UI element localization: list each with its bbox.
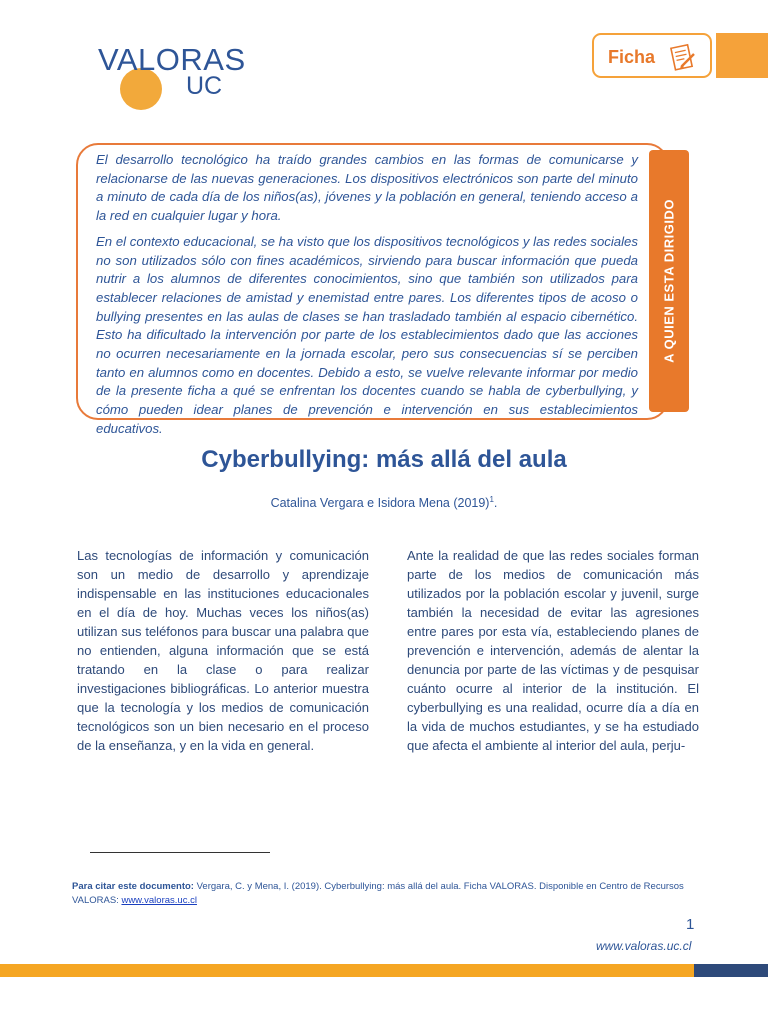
audience-label: A QUIEN ESTA DIRIGIDO xyxy=(661,199,677,363)
citation-label: Para citar este documento: xyxy=(72,881,194,892)
ficha-label: Ficha xyxy=(608,47,656,67)
footnote-divider xyxy=(90,852,270,853)
valoras-uc-logo xyxy=(98,38,248,104)
website-footer: www.valoras.uc.cl xyxy=(596,939,692,953)
authors-line xyxy=(0,495,768,510)
logo-word: VALORAS xyxy=(98,42,246,77)
footnote-marker: 1 xyxy=(489,495,494,504)
document-pen-icon xyxy=(668,42,698,72)
ficha-accent-tab xyxy=(716,33,768,78)
intro-paragraph: El desarrollo tecnológico ha traído grandes cambios en las formas de comunicarse y relacionarse de las nuevas generaciones. Los dispositivos electrónicos son parte del minuto a minuto de cada día de los niños(as), jóvenes y la población en general, teniendo acceso a la red en cualquier lugar y hora. xyxy=(96,152,638,224)
footer-bar-navy xyxy=(694,964,768,977)
page-title: Cyberbullying: más allá del aula xyxy=(201,446,567,473)
citation-link[interactable]: www.valoras.uc.cl xyxy=(121,895,197,906)
authors-end: . xyxy=(493,496,498,511)
logo-sub: UC xyxy=(186,72,223,100)
audience-tab xyxy=(649,150,689,412)
body-column-right: Ante la realidad de que las redes sociales forman parte de los medios de comunicación más utilizados por la población escolar y juvenil, surge también la necesidad de evitar las agresiones entre pares por esta vía, estableciendo planes de prevención e intervención, además de alentar la denuncia por parte de las víctimas y de pesquisar cuánto ocurre al interior de la institución. El cyberbullying es una realidad, ocurre día a día en la vida de muchos estudiantes, y se ha estudiado que afecta el ambiente al interior del aula, perju- xyxy=(407,548,699,753)
page-number: 1 xyxy=(686,916,695,933)
body-column-left: Las tecnologías de información y comunicación son un medio de desarrollo y aprendizaje indispensable en las instituciones educacionales en el día de hoy. Muchas veces los niños(as) utilizan sus teléfonos para buscar una palabra que no entienden, alguna información que se está tratando en la clase o para realizar investigaciones bibliográficas. Lo anterior muestra que la tecnología y los medios de comunicación tecnológicos son un bien necesario en el proceso de la enseñanza, y en la vida en general. xyxy=(77,548,369,753)
intro-text xyxy=(96,151,638,446)
citation-footnote xyxy=(72,880,704,908)
ficha-badge xyxy=(592,33,712,78)
footer-bar-orange xyxy=(0,964,694,977)
intro-paragraph: En el contexto educacional, se ha visto que los dispositivos tecnológicos y las redes sociales no son utilizados sólo con fines académicos, sirviendo para buscar información que pueda nutrir a los alumnos de diferentes conocimientos, sino que también son utilizados para establecer relaciones de amistad y enemistad entre pares. Los diferentes tipos de acoso o bullying presentes en las aulas de clases se han trasladado también al espacio cibernético. Esto ha dificultado la intervención por parte de los establecimientos dado que las acciones no ocurren necesariamente en la jornada escolar, pero sus consecuencias sí se perciben tanto en alumnos como en docentes. Debido a esto, se vuelve relevante informar por medio de la presente ficha a qué se enfrentan los docentes cuando se habla de cyberbullying, y cómo pueden idear planes de prevención e intervención en sus establecimientos educativos. xyxy=(96,233,638,436)
authors-text: Catalina Vergara e Isidora Mena (2019) xyxy=(270,496,490,511)
citation-text: Vergara, C. y Mena, I. (2019). Cyberbullying: más allá del aula. Ficha VALORAS. Disponible en Centro de Recursos VALORAS: xyxy=(72,881,684,906)
